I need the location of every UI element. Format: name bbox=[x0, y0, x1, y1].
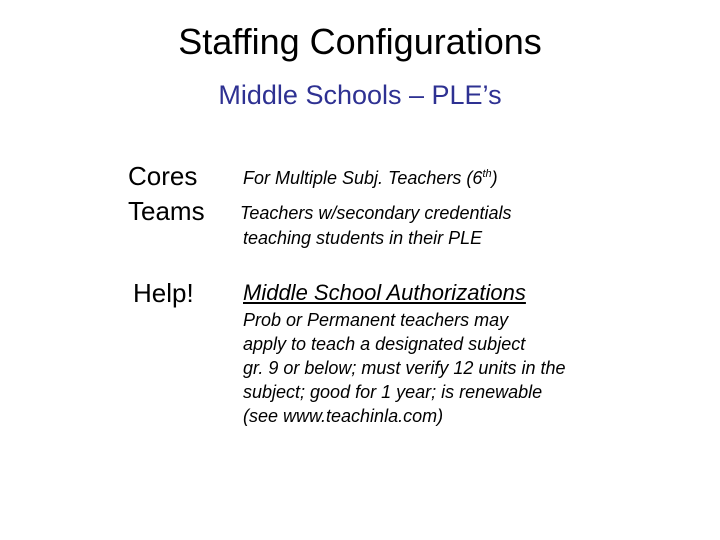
teams-description-line-1: Teachers w/secondary credentials bbox=[240, 203, 512, 223]
teams-label: Teams bbox=[128, 196, 205, 226]
cores-description-text: For Multiple Subj. Teachers (6 bbox=[243, 168, 483, 188]
teams-description-line-2: teaching students in their PLE bbox=[243, 228, 483, 248]
authorizations-line: subject; good for 1 year; is renewable bbox=[243, 382, 543, 402]
cores-description bbox=[243, 166, 498, 190]
authorizations-heading: Middle School Authorizations bbox=[243, 280, 526, 305]
authorizations-line: Prob or Permanent teachers may bbox=[243, 310, 509, 330]
authorizations-line: apply to teach a designated subject bbox=[243, 334, 526, 354]
slide-subtitle: Middle Schools – PLE’s bbox=[218, 80, 502, 110]
cores-label: Cores bbox=[128, 161, 198, 191]
authorizations-line: gr. 9 or below; must verify 12 units in the bbox=[243, 358, 566, 378]
slide-title: Staffing Configurations bbox=[178, 21, 542, 62]
help-label: Help! bbox=[133, 278, 194, 308]
authorizations-line: (see www.teachinla.com) bbox=[243, 406, 444, 426]
cores-description-close: ) bbox=[491, 168, 498, 188]
cores-description-superscript: th bbox=[482, 168, 492, 180]
